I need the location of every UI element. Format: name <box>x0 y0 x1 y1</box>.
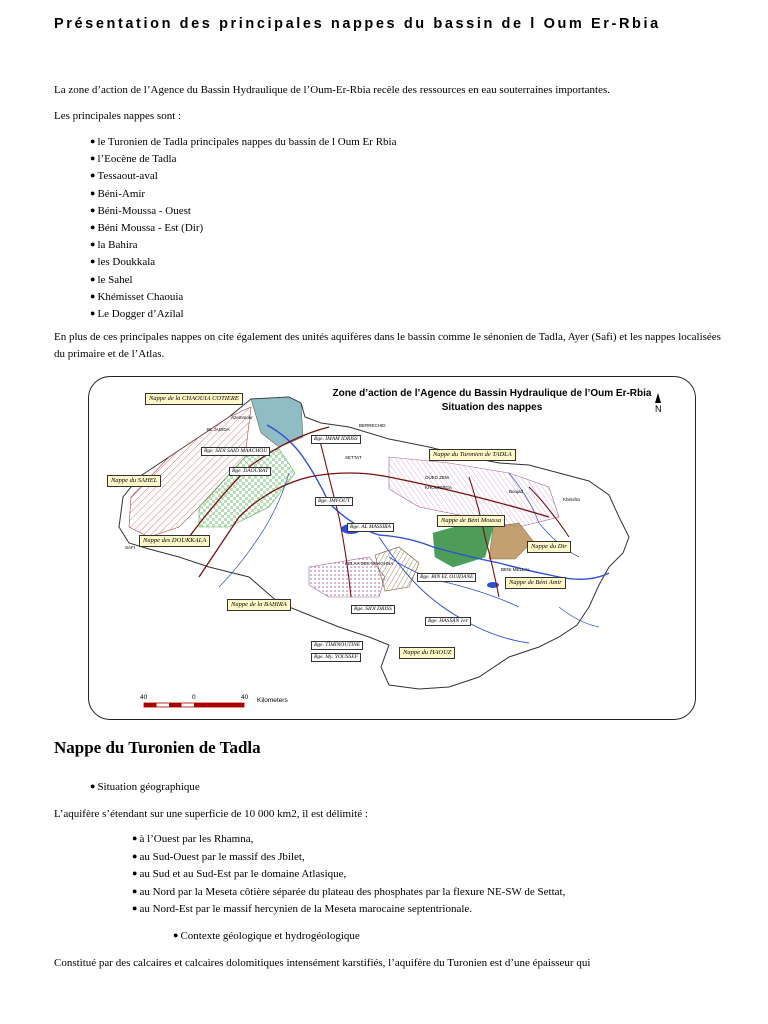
dam-imam-idriss: Bge. IMAM IDRISS <box>311 435 361 444</box>
north-arrow-icon: N <box>655 393 662 414</box>
dam-al-massira: Bge. AL MASSIRA <box>347 523 394 532</box>
list-item: ● au Nord par la Meseta côtière séparée du plateau des phosphates par la flexure NE-SW de Settat, <box>132 884 565 902</box>
dam-sidi-said-maachou: Bge. SIDI SAID MAACHOU <box>201 447 270 456</box>
list-item: ● Béni Moussa - Est (Dir) <box>90 220 396 237</box>
list-item: ● Situation géographique <box>90 779 200 796</box>
town-kelaa: KELAA DES SRAGHNA <box>345 561 394 566</box>
town-khenifra: Khénifra <box>563 497 580 502</box>
dam-bin-el-ouidane: Bge. BIN EL OUIDANE <box>417 573 476 582</box>
section-bullet <box>90 779 200 796</box>
list-item: ● Béni-Amir <box>90 186 396 203</box>
list-item: ● la Bahira <box>90 237 396 254</box>
scale-unit: Kilometers <box>257 697 288 704</box>
list-item: ● Contexte géologique et hydrogéologique <box>173 928 360 945</box>
scale-mid: 0 <box>192 694 196 701</box>
intro-paragraph: La zone d’action de l’Agence du Bassin Hydraulique de l’Oum-Er-Rbia recèle des ressources en eau souterraines importantes. <box>54 84 610 96</box>
list-item: ● à l’Ouest par les Rhamna, <box>132 831 565 849</box>
dam-my-youssef: Bge. My. YOUSSEF <box>311 653 361 662</box>
label-dir: Nappe du Dir <box>527 541 571 553</box>
list-item: ● Tessaout-aval <box>90 168 396 185</box>
town-khouribga: KHOURIBGA <box>425 485 453 490</box>
scale-right: 40 <box>241 694 249 701</box>
basin-map <box>88 376 696 720</box>
dam-hassan: Bge. HASSAN 1er <box>425 617 471 626</box>
extent-paragraph: L’aquifère s’étendant sur une superficie de 10 000 km2, il est délimité : <box>54 808 368 820</box>
label-sahel: Nappe du SAHEL <box>107 475 161 487</box>
town-oued-zem: OUED ZEM <box>425 475 449 480</box>
map-drawing <box>89 377 695 719</box>
list-item: ● le Turonien de Tadla principales nappes du bassin de l Oum Er Rbia <box>90 134 396 151</box>
list-item: ● le Sahel <box>90 272 396 289</box>
dam-daourat: Bge. DAOURAT <box>229 467 271 476</box>
extra-paragraph: En plus de ces principales nappes on cite également des unités aquifères dans le bassin comme le sénonien de Tadla, Ayer (Safi) et les nappes localisées du primaire et de l’Atlas. <box>54 331 721 360</box>
town-el-jadida: EL JADIDA <box>207 427 230 432</box>
label-bahira: Nappe de la BAHIRA <box>227 599 291 611</box>
map-title: Zone d’action de l’Agence du Bassin Hydraulique de l’Oum Er-Rbia Situation des nappes <box>332 388 652 413</box>
list-item: ● Khémisset Chaouia <box>90 289 396 306</box>
town-azemmour: Azemmour <box>231 415 253 420</box>
label-beni-moussa: Nappe de Béni Moussa <box>437 515 505 527</box>
dam-imfout: Bge. IMFOUT <box>315 497 353 506</box>
label-beni-amir: Nappe de Béni Amir <box>505 577 566 589</box>
label-doukkala: Nappe des DOUKKALA <box>139 535 210 547</box>
label-haouz: Nappe du HAOUZ <box>399 647 455 659</box>
section-bullet <box>173 928 360 945</box>
last-paragraph: Constitué par des calcaires et calcaires dolomitiques intensément karstifiés, l’aquifère du Turonien est d’une épaisseur qui <box>54 957 591 969</box>
town-beni-mellal: BENI MELLAL <box>501 567 531 572</box>
limits-list <box>132 831 565 919</box>
town-boujad: Boujad <box>509 489 524 494</box>
nappes-list <box>90 134 396 323</box>
list-intro: Les principales nappes sont : <box>54 110 182 122</box>
scale-left: 40 <box>140 694 148 701</box>
town-berrechid: BERRECHID <box>359 423 386 428</box>
list-item: ● Le Dogger d’Azilal <box>90 306 396 323</box>
dam-sidi-driss: Bge. SIDI DRISS <box>351 605 395 614</box>
label-chaouia: Nappe de la CHAOUIA COTIERE <box>145 393 243 405</box>
town-settat: SETTAT <box>345 455 362 460</box>
scale-bar <box>144 703 244 707</box>
list-item: ● Béni-Moussa - Ouest <box>90 203 396 220</box>
page-title: Présentation des principales nappes du bassin de l Oum Er-Rbia <box>54 16 661 32</box>
list-item: ● l’Eocène de Tadla <box>90 151 396 168</box>
list-item: ● les Doukkala <box>90 254 396 271</box>
label-turonien: Nappe du Turonien de TADLA <box>429 449 516 461</box>
list-item: ● au Nord-Est par le massif hercynien de la Meseta marocaine septentrionale. <box>132 901 565 919</box>
dam-timinoutine: Bge. TIMINOUTINE <box>311 641 363 650</box>
list-item: ● au Sud-Ouest par le massif des Jbilet, <box>132 849 565 867</box>
list-item: ● au Sud et au Sud-Est par le domaine Atlasique, <box>132 866 565 884</box>
section-heading: Nappe du Turonien de Tadla <box>54 738 261 757</box>
town-safi: SAFI <box>125 545 136 550</box>
